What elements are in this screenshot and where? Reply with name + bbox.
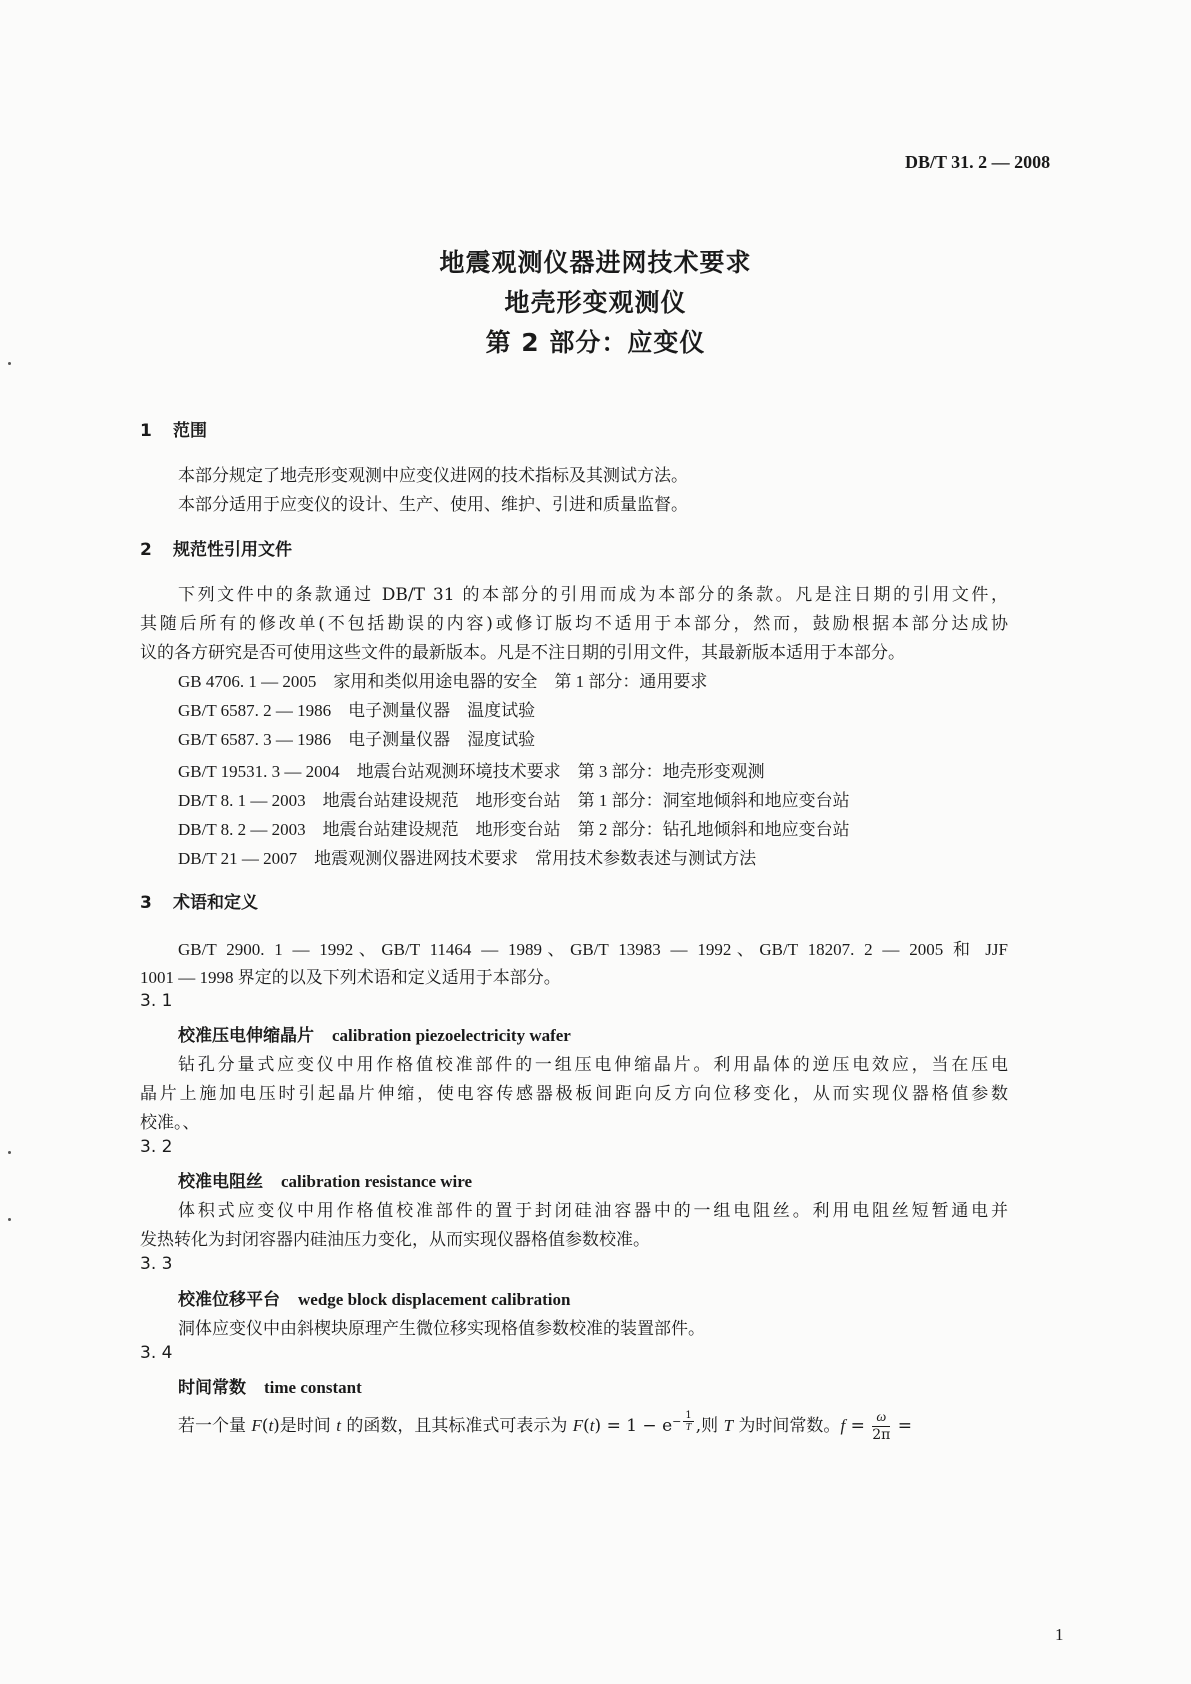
- term-number: 3. 3: [140, 1254, 173, 1274]
- formula-text: =: [845, 1416, 871, 1437]
- section-3-heading: [140, 888, 258, 913]
- title-line-1: 地震观测仪器进网技术要求: [439, 248, 752, 277]
- exponent: [672, 1410, 696, 1433]
- term-english: calibration resistance wire: [281, 1172, 473, 1191]
- definition-line: 钻孔分量式应变仪中用作格值校准部件的一组压电伸缩晶片。利用晶体的逆压电效应，当在压电: [178, 1055, 1008, 1075]
- formula-symbol: T: [723, 1416, 734, 1436]
- scan-speck: [8, 1218, 11, 1221]
- reference-item: GB/T 6587. 3 — 1986 电子测量仪器 湿度试验: [178, 730, 536, 749]
- exponent-fraction: [683, 1410, 693, 1433]
- formula-text: 的函数，且其标准式可表示为: [340, 1416, 573, 1437]
- formula-text: =: [892, 1416, 912, 1437]
- fraction-denominator: 2π: [872, 1427, 891, 1444]
- formula-symbol: t: [589, 1416, 595, 1436]
- term-heading: [178, 1021, 571, 1046]
- formula-text: 若一个量: [178, 1416, 252, 1437]
- formula-text: ) = 1 − e: [594, 1416, 673, 1437]
- term-english: time constant: [264, 1378, 362, 1397]
- formula-symbol: t: [336, 1416, 341, 1436]
- scan-speck: [8, 362, 11, 365]
- term-chinese: 时间常数: [178, 1378, 246, 1398]
- paragraph-line: 议的各方研究是否可使用这些文件的最新版本。凡是不注日期的引用文件，其最新版本适用于本部分。: [140, 643, 905, 663]
- definition-line: 发热转化为封闭容器内硅油压力变化，从而实现仪器格值参数校准。: [140, 1230, 650, 1250]
- formula-text: (: [261, 1416, 269, 1437]
- formula-text: (: [583, 1416, 590, 1437]
- term-heading: [178, 1373, 362, 1398]
- formula-text: 为时间常数。: [733, 1416, 841, 1437]
- formula-symbol: F: [251, 1416, 262, 1436]
- section-number: 2: [140, 540, 152, 560]
- definition-line: 洞体应变仪中由斜楔块原理产生微位移实现格值参数校准的装置部件。: [178, 1319, 705, 1339]
- title-line-2: 地壳形变观测仪: [504, 288, 687, 317]
- formula-symbol: F: [572, 1416, 584, 1436]
- definition-line: 校准。、: [140, 1113, 200, 1133]
- section-number: 1: [140, 421, 152, 441]
- section-2-heading: [140, 535, 292, 560]
- standard-code: DB/T 31. 2 — 2008: [905, 152, 1051, 172]
- formula-symbol: t: [268, 1416, 274, 1436]
- title-line-3: 第 2 部分：应变仪: [485, 328, 706, 357]
- term-heading: [178, 1167, 472, 1192]
- paragraph-line: 下列文件中的条款通过 DB/T 31 的本部分的引用而成为本部分的条款。凡是注日期的引用文件，: [178, 585, 1008, 605]
- definition-line: 晶片上施加电压时引起晶片伸缩，使电容传感器极板间距向反方向位移变化，从而实现仪器格值参数: [140, 1084, 1008, 1104]
- reference-item: DB/T 8. 2 — 2003 地震台站建设规范 地形变台站 第 2 部分：钻孔地倾斜和地应变台站: [178, 820, 850, 839]
- exponent-sign: −: [672, 1414, 682, 1428]
- formula-symbol: f: [840, 1416, 846, 1436]
- term-english: wedge block displacement calibration: [298, 1290, 571, 1309]
- term-chinese: 校准压电伸缩晶片: [178, 1026, 314, 1046]
- term-number: 3. 1: [140, 991, 173, 1011]
- paragraph-line: 其随后所有的修改单(不包括勘误的内容)或修订版均不适用于本部分，然而，鼓励根据本部分达成协: [140, 614, 1008, 634]
- formula-line: [178, 1410, 912, 1443]
- section-title: 规范性引用文件: [173, 540, 292, 560]
- paragraph-line: 1001 — 1998 界定的以及下列术语和定义适用于本部分。: [140, 968, 561, 987]
- term-number: 3. 4: [140, 1343, 173, 1363]
- paragraph: 本部分适用于应变仪的设计、生产、使用、维护、引进和质量监督。: [178, 495, 688, 515]
- reference-item: DB/T 8. 1 — 2003 地震台站建设规范 地形变台站 第 1 部分：洞室地倾斜和地应变台站: [178, 791, 850, 810]
- omega-fraction: [872, 1410, 890, 1443]
- formula-text: )是时间: [273, 1416, 337, 1437]
- section-title: 范围: [173, 421, 207, 441]
- section-1-heading: [140, 416, 207, 441]
- term-english: calibration piezoelectricity wafer: [332, 1026, 571, 1045]
- reference-item: GB 4706. 1 — 2005 家用和类似用途电器的安全 第 1 部分：通用要求: [178, 672, 708, 691]
- section-title: 术语和定义: [173, 893, 258, 913]
- section-number: 3: [140, 893, 152, 913]
- fraction-denominator: T: [685, 1422, 692, 1433]
- reference-item: GB/T 6587. 2 — 1986 电子测量仪器 温度试验: [178, 701, 536, 720]
- term-number: 3. 2: [140, 1137, 173, 1157]
- page-number: 1: [1055, 1625, 1064, 1644]
- definition-line: 体积式应变仪中用作格值校准部件的置于封闭硅油容器中的一组电阻丝。利用电阻丝短暂通电并: [178, 1201, 1008, 1221]
- term-chinese: 校准位移平台: [178, 1290, 280, 1310]
- paragraph: 本部分规定了地壳形变观测中应变仪进网的技术指标及其测试方法。: [178, 466, 688, 486]
- fraction-numerator: ω: [872, 1410, 890, 1427]
- scan-speck: [8, 1151, 11, 1154]
- paragraph-line: GB/T 2900. 1 — 1992、GB/T 11464 — 1989、GB/T 13983 — 1992、GB/T 18207. 2 — 2005 和 JJF: [178, 940, 1008, 959]
- term-chinese: 校准电阻丝: [178, 1172, 263, 1192]
- fraction-numerator: 1: [685, 1410, 692, 1421]
- reference-item: GB/T 19531. 3 — 2004 地震台站观测环境技术要求 第 3 部分：地壳形变观测: [178, 762, 765, 781]
- formula-text: ,则: [695, 1416, 724, 1437]
- reference-item: DB/T 21 — 2007 地震观测仪器进网技术要求 常用技术参数表述与测试方法: [178, 849, 757, 868]
- term-heading: [178, 1285, 570, 1310]
